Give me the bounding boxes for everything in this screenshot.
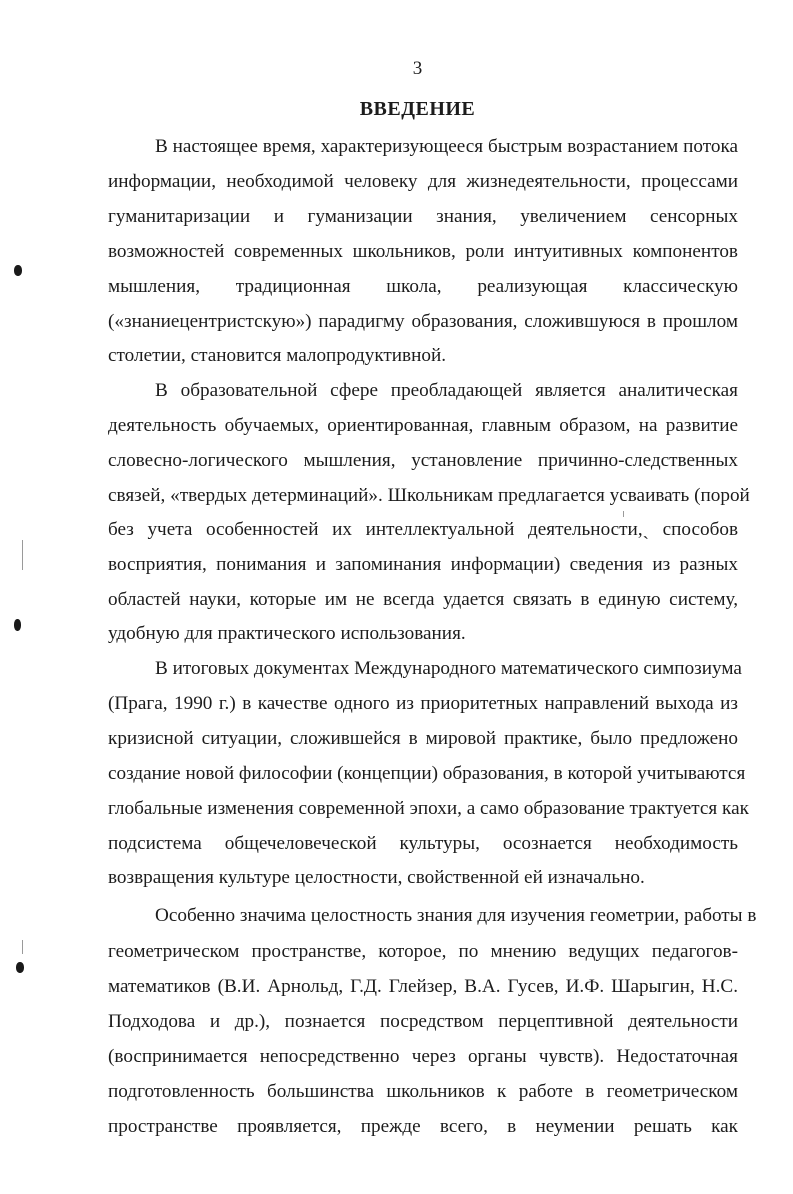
- scan-speck: [22, 540, 23, 570]
- scan-speck: [22, 940, 23, 954]
- paragraph-3-line-1: В итоговых документах Международного математического симпозиума: [155, 658, 742, 679]
- scan-speck: [623, 511, 624, 517]
- paragraph-1-line-2: информации, необходимой человеку для жизнедеятельности, процессами: [108, 171, 738, 192]
- paragraph-3-line-6: подсистема общечеловеческой культуры, осознается необходимость: [108, 833, 738, 854]
- paragraph-4-line-5: (воспринимается непосредственно через органы чувств). Недостаточная: [108, 1046, 738, 1067]
- paragraph-4-line-6: подготовленность большинства школьников к работе в геометрическом: [108, 1081, 738, 1102]
- scan-mark: [14, 265, 22, 276]
- page-number: 3: [412, 58, 423, 79]
- paragraph-4-line-7: пространстве проявляется, прежде всего, в неумении решать как: [108, 1116, 738, 1137]
- paragraph-2-line-3: словесно-логического мышления, установление причинно-следственных: [108, 450, 738, 471]
- paragraph-1-line-7: столетии, становится малопродуктивной.: [108, 345, 447, 366]
- paragraph-2-line-8: удобную для практического использования.: [108, 623, 466, 644]
- paragraph-3-line-5: глобальные изменения современной эпохи, а само образование трактуется как: [108, 798, 749, 819]
- paragraph-4-line-4: Подходова и др.), познается посредством перцептивной деятельности: [108, 1011, 738, 1032]
- paragraph-1-line-4: возможностей современных школьников, роли интуитивных компонентов: [108, 241, 738, 262]
- paragraph-2-line-6: восприятия, понимания и запоминания информации) сведения из разных: [108, 554, 738, 575]
- paragraph-1-line-6: («знаниецентристскую») парадигму образования, сложившуюся в прошлом: [108, 311, 738, 332]
- paragraph-2-line-4: связей, «твердых детерминаций». Школьникам предлагается усваивать (порой: [108, 485, 750, 506]
- paragraph-4-line-2: геометрическом пространстве, которое, по мнению ведущих педагогов-: [108, 941, 738, 962]
- scan-mark: [16, 962, 24, 973]
- paragraph-2-line-7: областей науки, которые им не всегда удается связать в единую систему,: [108, 589, 738, 610]
- paragraph-3-line-3: кризисной ситуации, сложившейся в мировой практике, было предложено: [108, 728, 738, 749]
- paragraph-4-line-3: математиков (В.И. Арнольд, Г.Д. Глейзер, В.А. Гусев, И.Ф. Шарыгин, Н.С.: [108, 976, 738, 997]
- paragraph-1-line-5: мышления, традиционная школа, реализующая классическую: [108, 276, 738, 297]
- paragraph-3-line-2: (Прага, 1990 г.) в качестве одного из приоритетных направлений выхода из: [108, 693, 738, 714]
- paragraph-3-line-4: создание новой философии (концепции) образования, в которой учитываются: [108, 763, 746, 784]
- paragraph-2-line-5: без учета особенностей их интеллектуальной деятельности,ˎ способов: [108, 519, 738, 540]
- paragraph-2-line-1: В образовательной сфере преобладающей является аналитическая: [155, 380, 738, 401]
- paragraph-3-line-7: возвращения культуре целостности, свойственной ей изначально.: [108, 867, 645, 888]
- paragraph-1-line-3: гуманитаризации и гуманизации знания, увеличением сенсорных: [108, 206, 738, 227]
- paragraph-4-line-1: Особенно значима целостность знания для изучения геометрии, работы в: [155, 905, 757, 926]
- paragraph-1-line-1: В настоящее время, характеризующееся быстрым возрастанием потока: [155, 136, 738, 157]
- scan-mark: [14, 619, 21, 631]
- paragraph-2-line-2: деятельность обучаемых, ориентированная, главным образом, на развитие: [108, 415, 738, 436]
- section-heading: ВВЕДЕНИЕ: [359, 98, 476, 120]
